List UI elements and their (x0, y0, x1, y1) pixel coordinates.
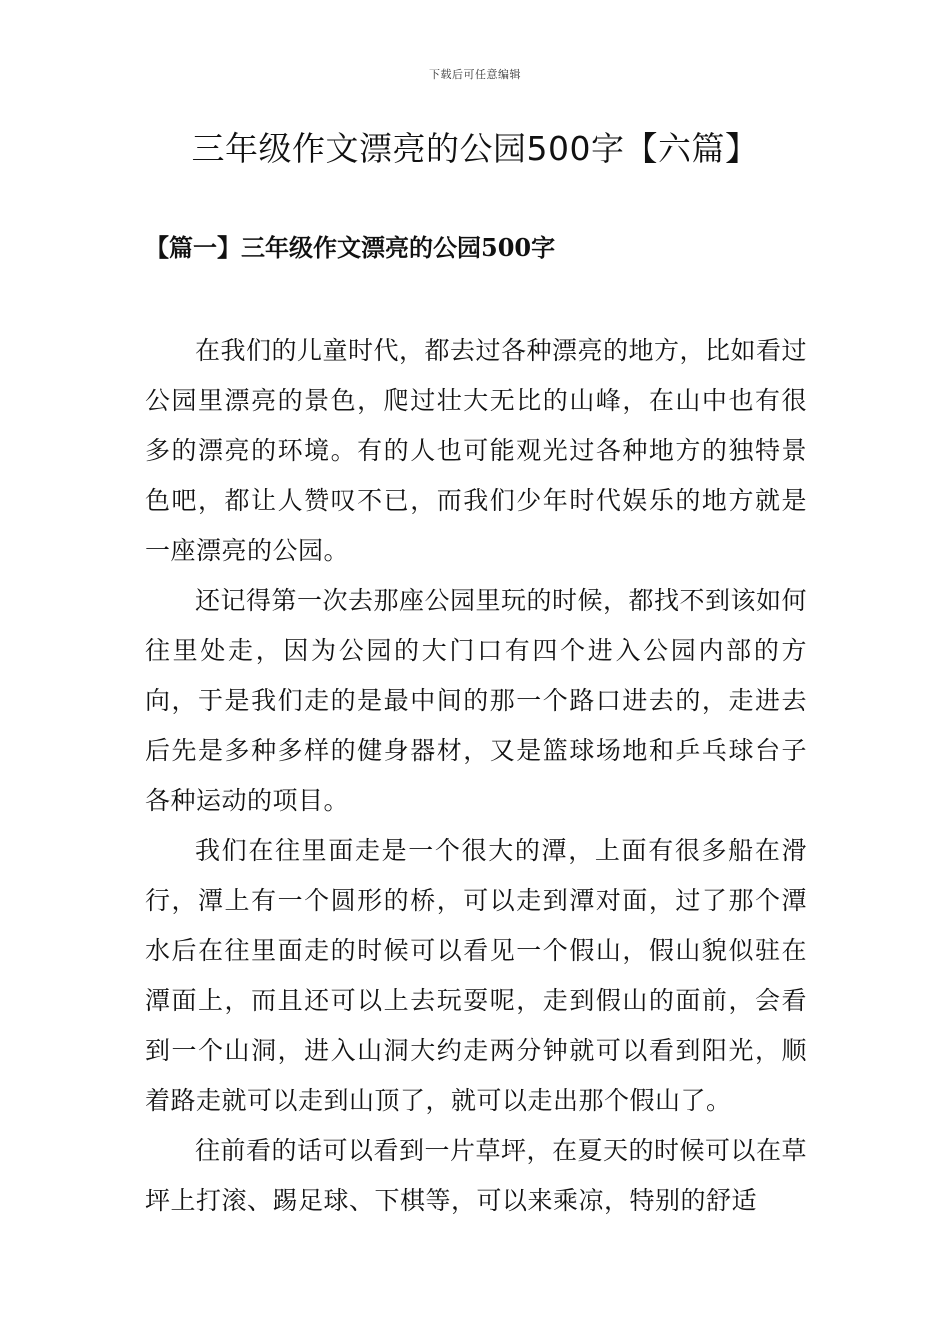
paragraph: 我们在往里面走是一个很大的潭，上面有很多船在滑行，潭上有一个圆形的桥，可以走到潭对面，过了那个潭水后在往里面走的时候可以看见一个假山，假山貌似驻在潭面上，而且还可以上去玩耍呢，走到假山的面前，会看到一个山洞，进入山洞大约走两分钟就可以看到阳光，顺着路走就可以走到山顶了，就可以走出那个假山了。 (145, 836, 807, 1115)
document-title: 三年级作文漂亮的公园500字【六篇】 (191, 129, 759, 168)
section-heading: 【篇一】三年级作文漂亮的公园500字 (145, 233, 556, 262)
header-note: 下载后可任意编辑 (429, 68, 521, 81)
paragraph: 在我们的儿童时代，都去过各种漂亮的地方，比如看过公园里漂亮的景色，爬过壮大无比的山峰，在山中也有很多的漂亮的环境。有的人也可能观光过各种地方的独特景色吧，都让人赞叹不已，而我们少年时代娱乐的地方就是一座漂亮的公园。 (145, 336, 808, 565)
paragraph: 往前看的话可以看到一片草坪，在夏天的时候可以在草坪上打滚、踢足球、下棋等，可以来乘凉，特别的舒适 (145, 1136, 808, 1215)
body-text (145, 326, 807, 1226)
paragraph: 还记得第一次去那座公园里玩的时候，都找不到该如何往里处走，因为公园的大门口有四个进入公园内部的方向，于是我们走的是最中间的那一个路口进去的，走进去后先是多种多样的健身器材，又是篮球场地和乒乓球台子各种运动的项目。 (145, 586, 808, 815)
